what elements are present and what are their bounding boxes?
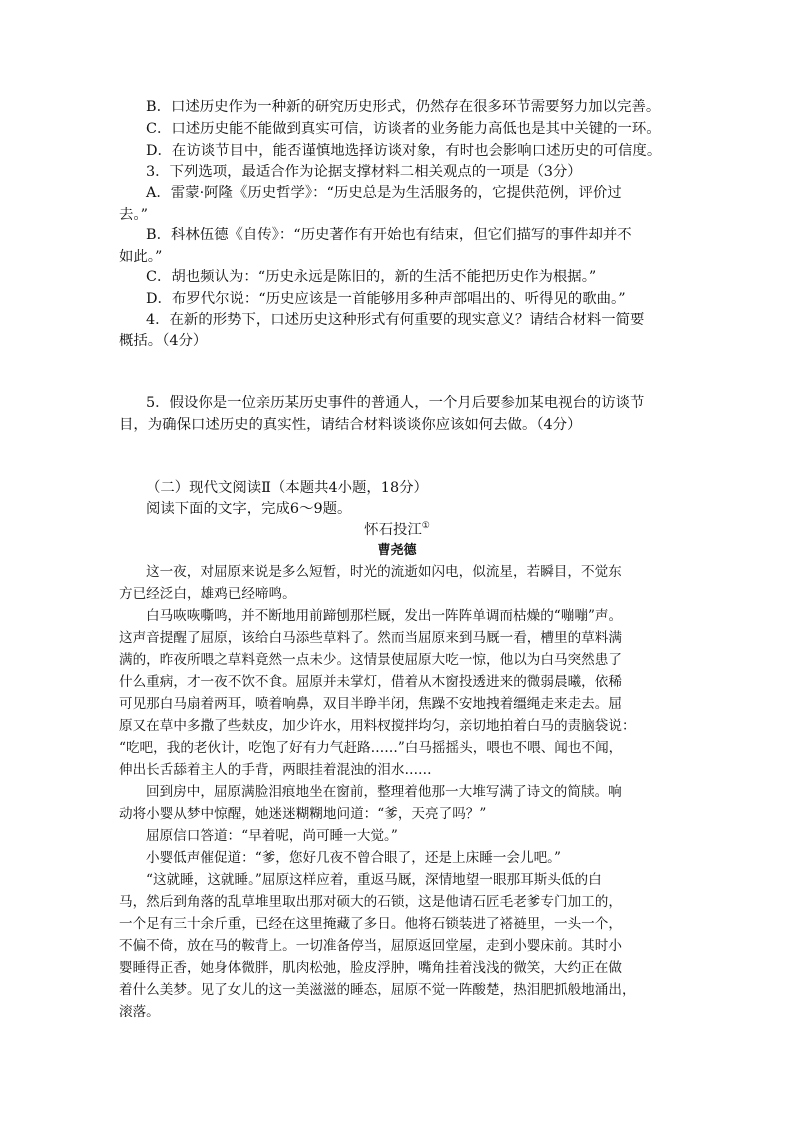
paragraph-2-line2: 这声音提醒了屈原，该给白马添些草料了。然而当屈原来到马厩一看，槽里的草料满 xyxy=(119,630,622,646)
paragraph-5: 小婴低声催促道：“爹，您好几夜不曾合眼了，还是上床睡一会儿吧。” xyxy=(146,850,561,866)
option-d: D．在访谈节目中，能否谨慎地选择访谈对象，有时也会影响口述历史的可信度。 xyxy=(146,143,662,159)
paragraph-6-line6: 着什么美梦。见了女儿的这一美滋滋的睡态，屈原不觉一阵酸楚，热泪肥抓般地涌出， xyxy=(119,982,636,998)
reading-instruction: 阅读下面的文字，完成6～9题。 xyxy=(146,501,352,517)
paragraph-6-line2: 马，然后到角落的乱草堆里取出那对硕大的石锁，这是他请石匠毛老爹专门加工的， xyxy=(119,894,622,910)
question-4-line1: 4．在新的形势下，口述历史这种形式有何重要的现实意义？请结合材料一简要 xyxy=(146,312,645,328)
question-3-option-b-line1: B．科林伍德《自传》：“历史著作有开始也有结束，但它们描写的事件却并不 xyxy=(146,227,632,243)
question-3-option-b-line2: 如此。” xyxy=(119,249,163,265)
paragraph-3-line2: 动将小婴从梦中惊醒，她迷迷糊糊地问道：“爹，天亮了吗？” xyxy=(119,806,487,822)
paragraph-6-line7: 滚落。 xyxy=(119,1004,160,1020)
question-3-option-a-line2: 去。” xyxy=(119,207,148,223)
question-4-line2: 概括。（4分） xyxy=(119,333,208,349)
paragraph-1-line1: 这一夜，对屈原来说是多么短暂，时光的流逝如闪电，似流星，若瞬目，不觉东 xyxy=(146,564,622,580)
paragraph-6-line5: 婴睡得正香，她身体微胖，肌肉松弛，脸皮浮肿，嘴角挂着浅浅的微笑，大约正在做 xyxy=(119,960,622,976)
paragraph-1-line2: 方已经泛白，雄鸡已经啼鸣。 xyxy=(119,586,296,602)
option-b: B．口述历史作为一种新的研究历史形式，仍然存在很多环节需要努力加以完善。 xyxy=(146,99,661,115)
footnote-mark: ① xyxy=(421,521,430,532)
paragraph-2-line4: 什么重病，才一夜不饮不食。屈原并未掌灯，借着从木窗投透进来的微弱晨曦，依稀 xyxy=(119,674,622,690)
paragraph-2-line8: 伸出长舌舔着主人的手背，两眼挂着混浊的泪水…… xyxy=(119,762,432,778)
question-3-option-d: D．布罗代尔说：“历史应该是一首能够用多种声部唱出的、听得见的歌曲。” xyxy=(146,291,626,307)
paragraph-3-line1: 回到房中，屈原满脸泪痕地坐在窗前，整理着他那一大堆写满了诗文的简牍。响 xyxy=(146,784,622,800)
paragraph-2-line7: “吃吧，我的老伙计，吃饱了好有力气赶路……”白马摇摇头，喂也不喂、闻也不闻， xyxy=(119,740,623,756)
question-5-line2: 目，为确保口述历史的真实性，请结合材料谈谈你应该如何去做。（4分） xyxy=(119,417,582,433)
question-5-line1: 5．假设你是一位亲历某历史事件的普通人，一个月后要参加某电视台的访谈节 xyxy=(146,395,645,411)
paragraph-4: 屈原信口答道：“早着呢，尚可睡一大觉。” xyxy=(146,828,398,844)
paragraph-6-line4: 不偏不倚，放在马的鞍背上。一切准备停当，屈原返回堂屋，走到小婴床前。其时小 xyxy=(119,938,622,954)
paragraph-2-line5: 可见那白马扇着两耳，喷着响鼻，双目半睁半闭，焦躁不安地拽着缰绳走来走去。屈 xyxy=(119,696,622,712)
section-heading: （二）现代文阅读Ⅱ（本题共4小题，18分） xyxy=(146,480,428,496)
question-3-option-c: C．胡也频认为：“历史永远是陈旧的，新的生活不能把历史作为根据。” xyxy=(146,269,597,285)
paragraph-2-line1: 白马咴咴嘶鸣，并不断地用前蹄刨那栏厩，发出一阵阵单调而枯燥的“嘣嘣”声。 xyxy=(146,608,623,624)
question-3-option-a-line1: A．雷蒙·阿隆《历史哲学》：“历史总是为生活服务的，它提供范例，评价过 xyxy=(146,185,622,201)
paragraph-2-line3: 满的，昨夜所喂之草料竟然一点未少。这情景使屈原大吃一惊，他以为白马突然患了 xyxy=(119,652,622,668)
article-author: 曹尧德 xyxy=(377,543,417,558)
article-title xyxy=(0,519,794,541)
paragraph-6-line3: 一个足有三十余斤重，已经在这里掩藏了多日。他将石锁装进了褡裢里，一头一个， xyxy=(119,916,622,932)
paragraph-2-line6: 原又在草中多撒了些麸皮，加少许水，用料杈搅拌均匀，亲切地拍着白马的责脑袋说： xyxy=(119,718,636,734)
question-3: 3．下列选项，最适合作为论据支撑材料二相关观点的一项是（3分） xyxy=(146,164,582,180)
paragraph-6-line1: “这就睡，这就睡。”屈原这样应着，重返马厩，深情地望一眼那耳斯头低的白 xyxy=(146,872,602,888)
article-title-text: 怀石投江 xyxy=(364,522,422,538)
option-c: C．口述历史能不能做到真实可信，访谈者的业务能力高低也是其中关键的一环。 xyxy=(146,121,661,137)
